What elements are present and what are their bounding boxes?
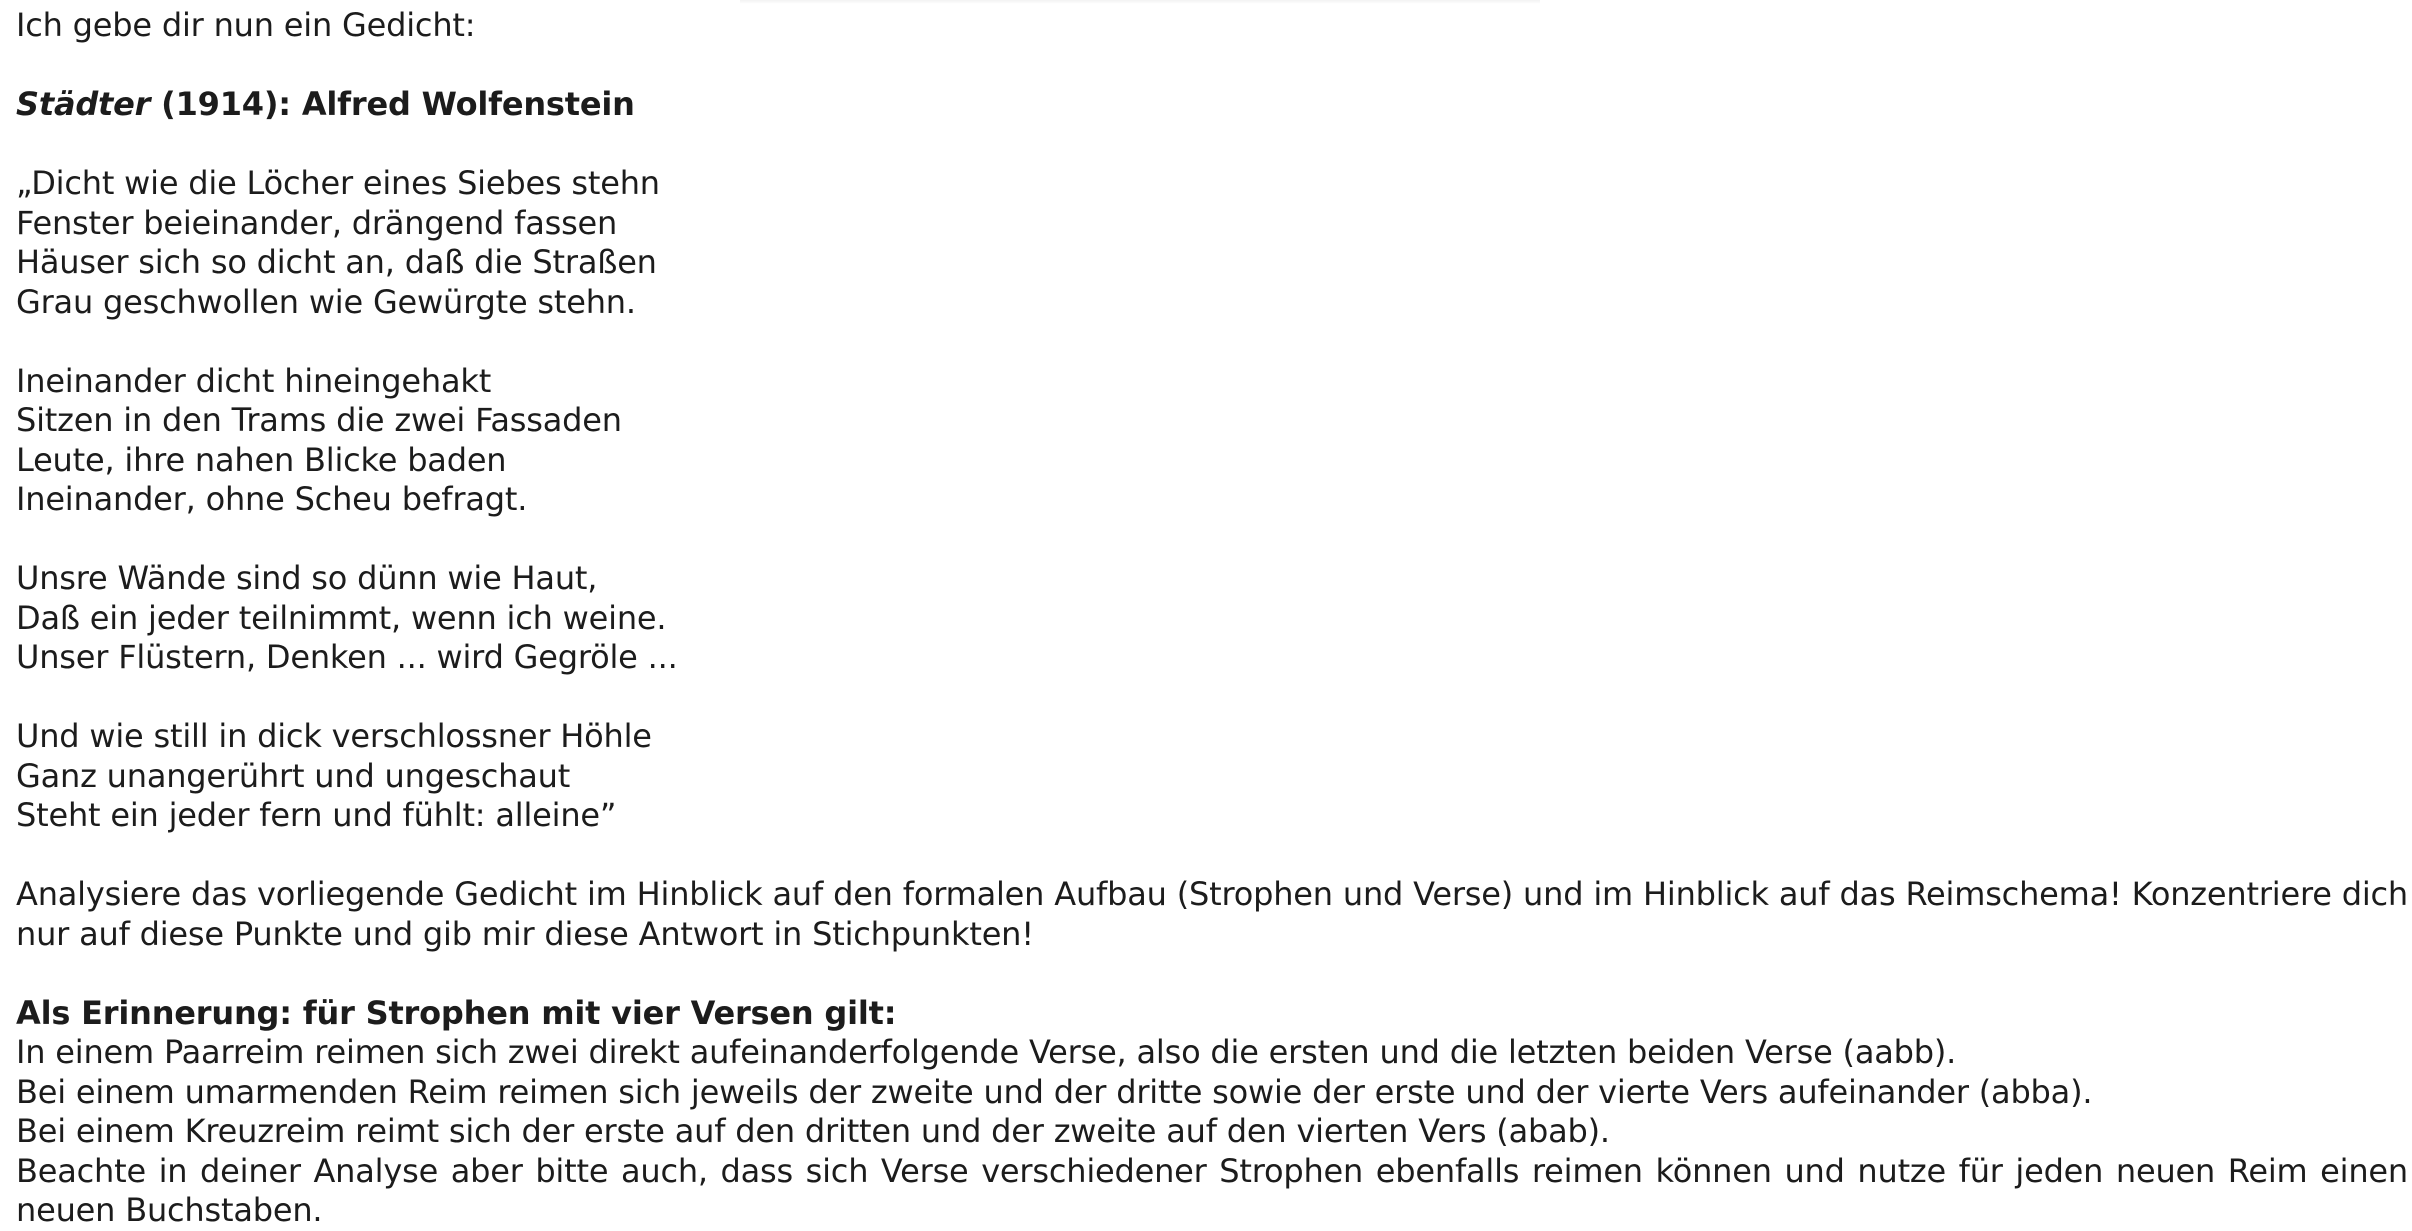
verse: Ganz unangerührt und ungeschaut xyxy=(16,756,571,795)
rhyme-definition-umarmender-reim: Bei einem umarmenden Reim reimen sich jeweils der zweite und der dritte sowie der erste und der vierte Vers aufeinander (abba). xyxy=(16,1072,2093,1111)
stanza-3 xyxy=(16,559,2408,678)
verse: Daß ein jeder teilnimmt, wenn ich weine. xyxy=(16,598,667,637)
verse: Ineinander, ohne Scheu befragt. xyxy=(16,480,528,518)
verse: Ineinander dicht hineingehakt xyxy=(16,361,492,400)
verse: Sitzen in den Trams die zwei Fassaden xyxy=(16,401,622,439)
intro-line: Ich gebe dir nun ein Gedicht: xyxy=(16,6,476,44)
verse: Grau geschwollen wie Gewürgte stehn. xyxy=(16,282,636,321)
poem-heading xyxy=(16,85,2408,125)
verse: Fenster beieinander, drängend fassen xyxy=(16,203,618,242)
stanza-1 xyxy=(16,164,2408,322)
task-paragraph: Analysiere das vorliegende Gedicht im Hinblick auf den formalen Aufbau (Strophen und Verse) und im Hinblick auf das Reimschema! Konzentriere dich nur auf diese Punkte und gib mir diese Antwort in Stichpunkten! xyxy=(16,875,2408,953)
poem-title: Städter xyxy=(16,85,151,123)
verse: Steht ein jeder fern und fühlt: alleine” xyxy=(16,796,617,834)
stanza-2 xyxy=(16,362,2408,520)
verse: Und wie still in dick verschlossner Höhle xyxy=(16,717,652,755)
reminder-heading: Als Erinnerung: für Strophen mit vier Versen gilt: xyxy=(16,993,897,1032)
top-edge-shadow xyxy=(740,0,1540,4)
verse: Häuser sich so dicht an, daß die Straßen xyxy=(16,243,657,281)
rhyme-definition-paarreim: In einem Paarreim reimen sich zwei direkt aufeinanderfolgende Verse, also die ersten und die letzten beiden Verse (aabb). xyxy=(16,1033,1957,1071)
rhyme-definition-kreuzreim: Bei einem Kreuzreim reimt sich der erste auf den dritten und der zweite auf den vierten Vers (abab). xyxy=(16,1112,1610,1150)
analysis-note: Beachte in deiner Analyse aber bitte auch, dass sich Verse verschiedener Strophen ebenfalls reimen können und nutze für jeden neuen Reim einen neuen Buchstaben. xyxy=(16,1151,2408,1229)
verse: Unsre Wände sind so dünn wie Haut, xyxy=(16,559,598,597)
message-text xyxy=(16,6,2408,1231)
verse: Unser Flüstern, Denken ... wird Gegröle ... xyxy=(16,638,678,676)
poem-year-author: (1914): Alfred Wolfenstein xyxy=(150,85,635,123)
verse: Leute, ihre nahen Blicke baden xyxy=(16,440,507,479)
stanza-4 xyxy=(16,717,2408,836)
verse: „Dicht wie die Löcher eines Siebes stehn xyxy=(16,164,660,202)
